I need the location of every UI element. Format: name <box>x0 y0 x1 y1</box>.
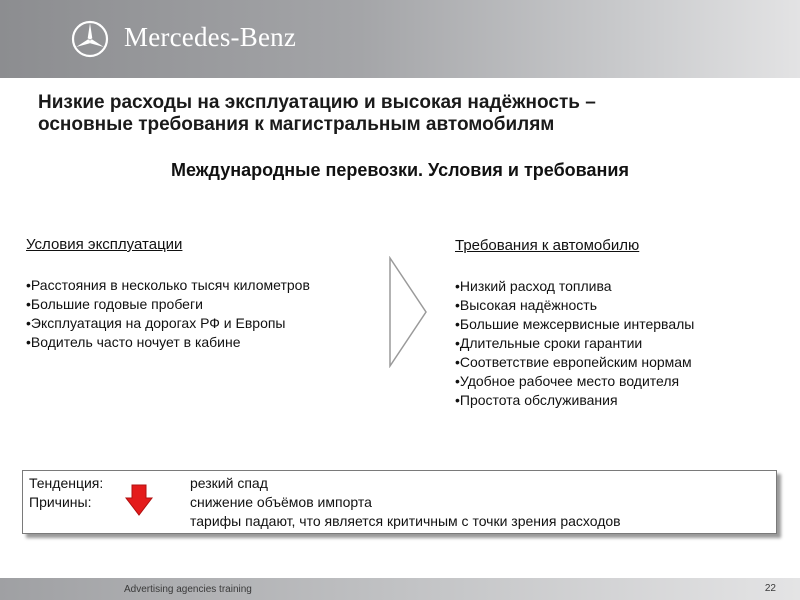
slide-subtitle: Международные перевозки. Условия и требования <box>171 160 629 180</box>
slide-title-line-1: Низкие расходы на эксплуатацию и высокая надёжность – <box>38 92 596 113</box>
list-item: • Расстояния в несколько тысяч километров <box>26 276 310 295</box>
list-item: • Удобное рабочее место водителя <box>455 372 694 391</box>
list-item: • Большие годовые пробеги <box>26 295 310 314</box>
reason-item-2: тарифы падают, что является критичным с точки зрения расходов <box>190 513 621 529</box>
list-item: • Большие межсервисные интервалы <box>455 315 694 334</box>
tendency-value: резкий спад <box>190 475 268 491</box>
requirements-heading: Требования к автомобилю <box>455 237 640 254</box>
trend-box <box>22 470 777 534</box>
conditions-heading: Условия эксплуатации <box>26 236 183 253</box>
slide-title <box>38 92 718 136</box>
mercedes-star-icon <box>71 20 109 58</box>
list-item: • Длительные сроки гарантии <box>455 334 694 353</box>
header-band <box>0 0 800 78</box>
chevron-right-arrow-icon <box>388 256 428 368</box>
footer-band <box>0 578 800 600</box>
page-number: 22 <box>764 583 776 594</box>
reason-item-1: снижение объёмов импорта <box>190 494 372 510</box>
tendency-label: Тенденция: <box>29 475 104 491</box>
list-item: • Высокая надёжность <box>455 296 694 315</box>
list-item: • Простота обслуживания <box>455 391 694 410</box>
list-item: • Эксплуатация на дорогах РФ и Европы <box>26 314 310 333</box>
list-item: • Низкий расход топлива <box>455 277 694 296</box>
reasons-label: Причины: <box>29 494 92 510</box>
conditions-list <box>26 276 310 352</box>
slide-title-line-2: основные требования к магистральным автомобилям <box>38 114 555 135</box>
requirements-list <box>455 277 694 410</box>
red-down-arrow-icon <box>125 484 153 516</box>
brand-name: Mercedes-Benz <box>124 22 297 52</box>
footer-caption: Advertising agencies training <box>124 584 252 595</box>
list-item: • Водитель часто ночует в кабине <box>26 333 310 352</box>
list-item: • Соответствие европейским нормам <box>455 353 694 372</box>
